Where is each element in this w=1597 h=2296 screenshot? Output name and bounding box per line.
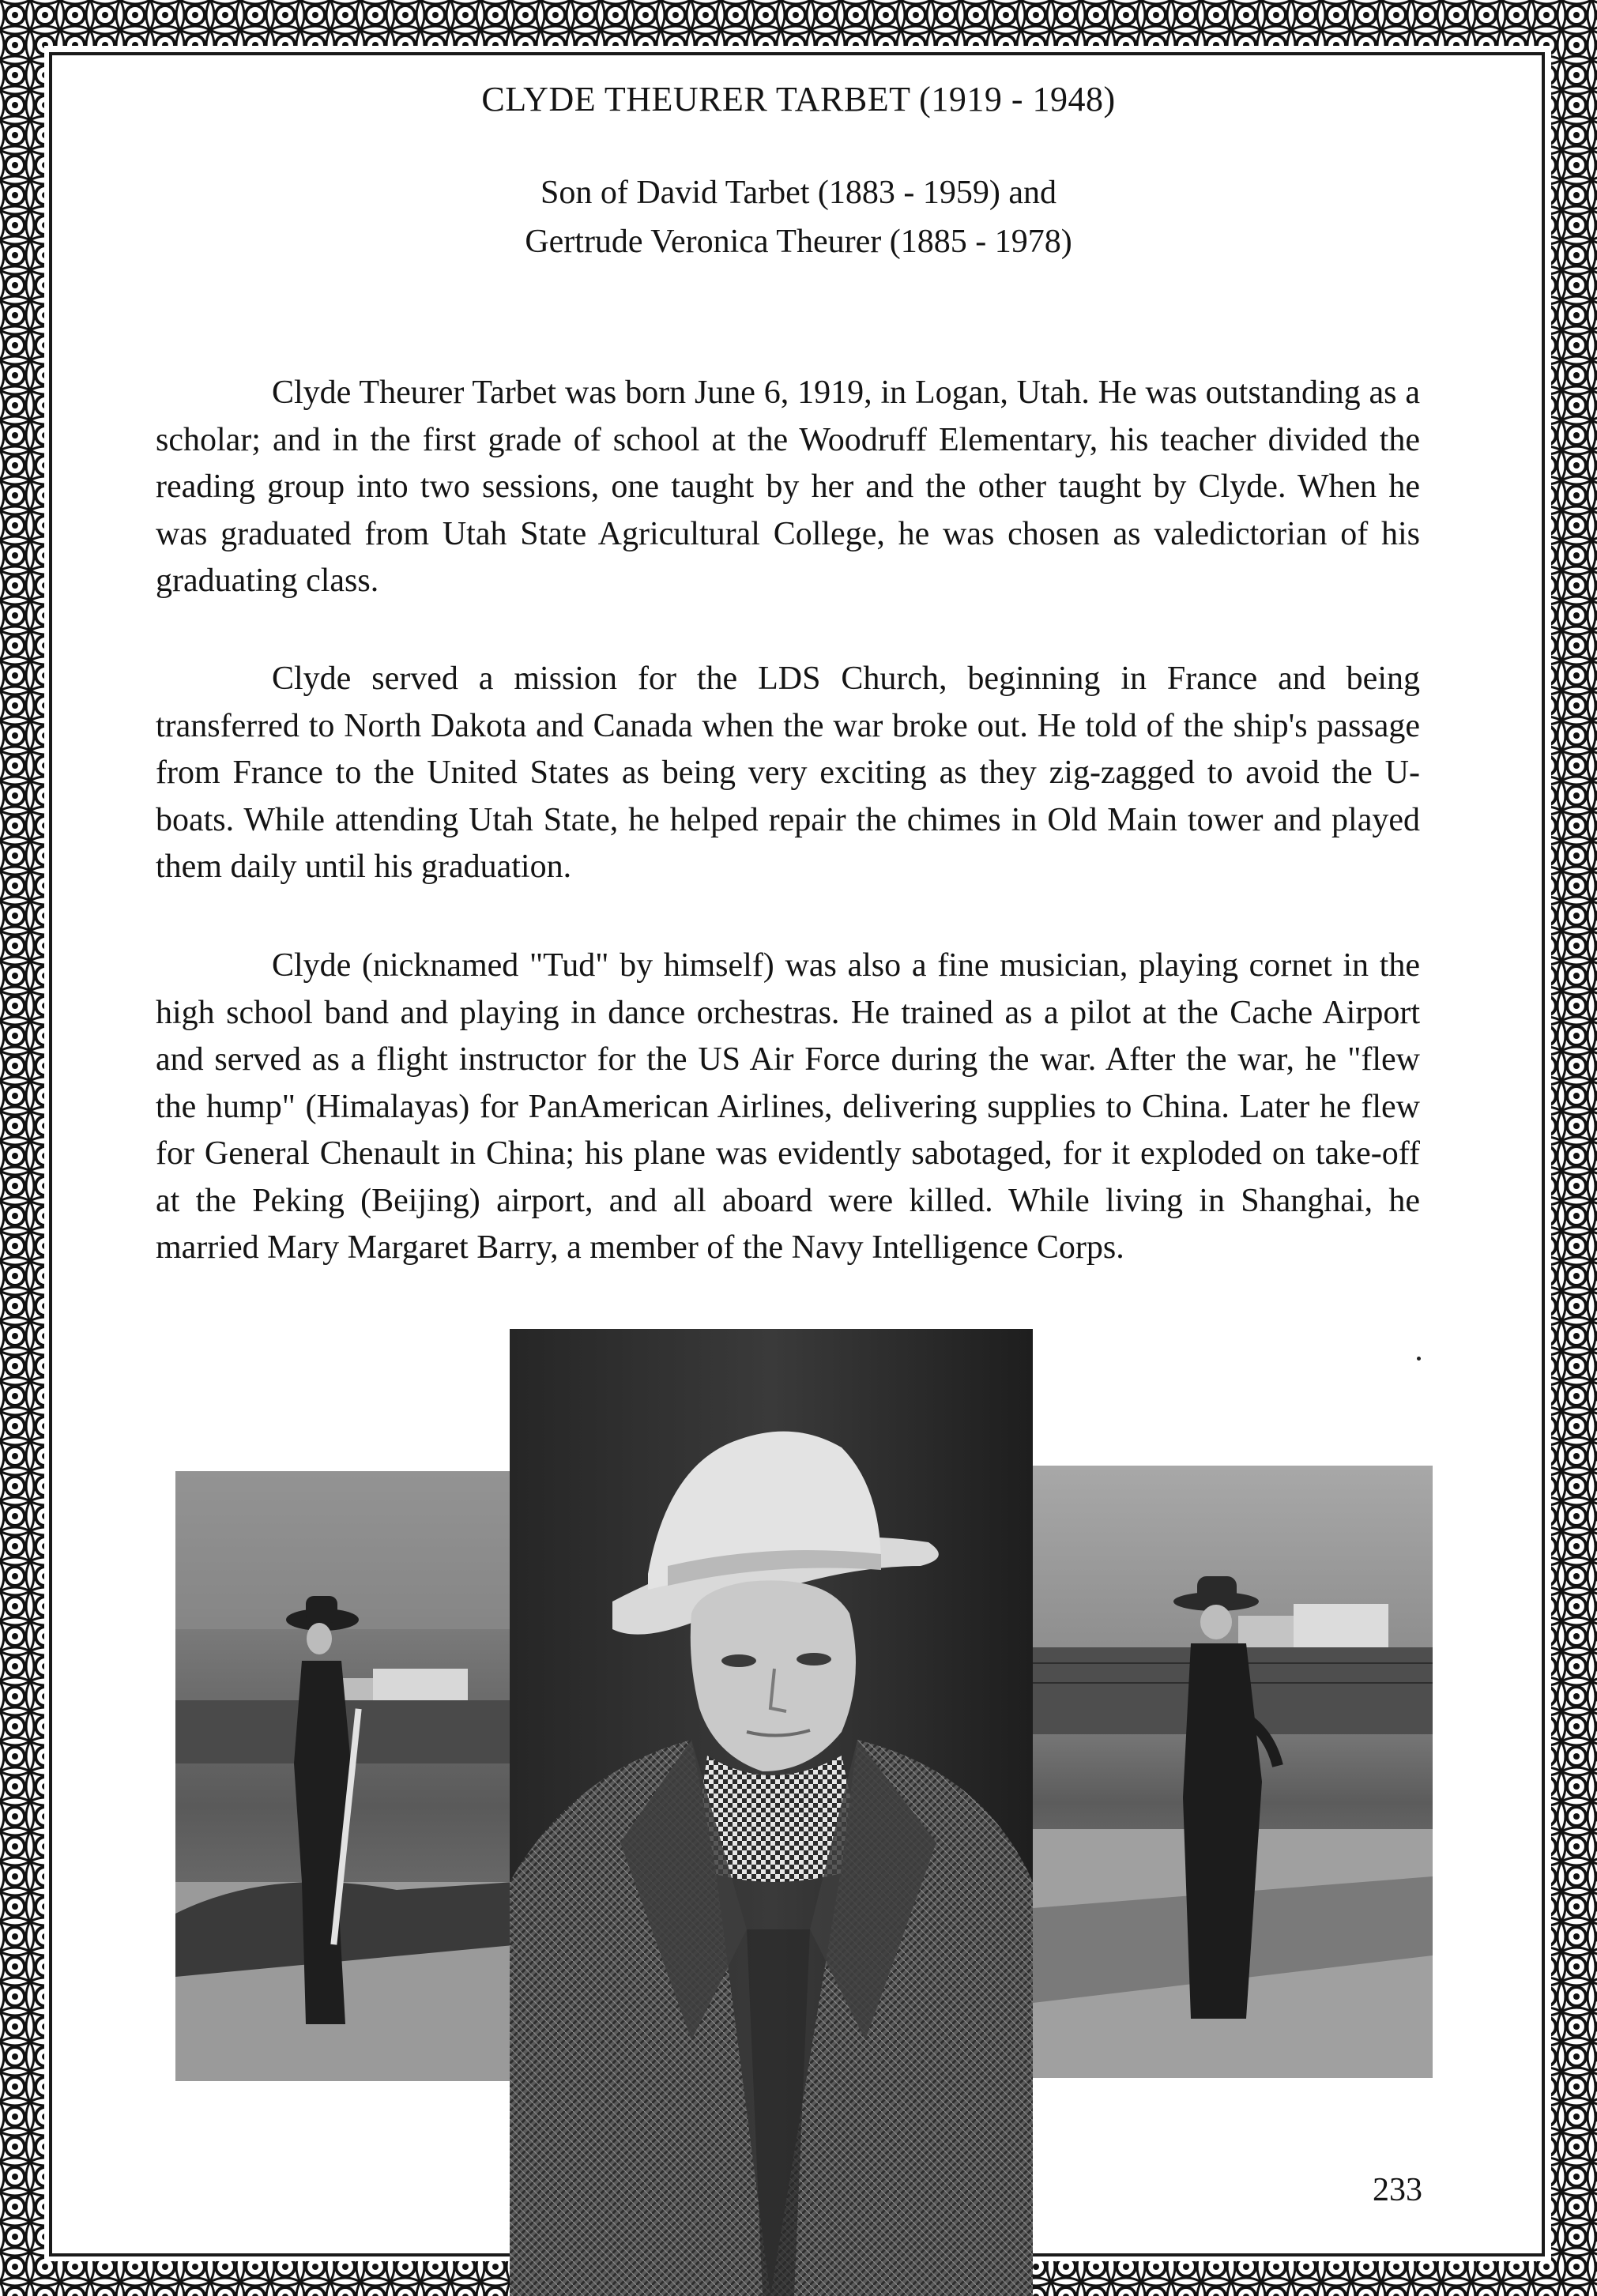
paragraph-3-text: Clyde (nicknamed "Tud" by himself) was also a fine musician, playing cornet in the high school band and playing in dance orchestras. He trained as a pilot at the Cache Airport and served as a flight instructor for the US Air Force during the war. After the war, he "flew the hump" (Himalayas) for PanAmerican Airlines, delivering supplies to China. Later he flew for General Chenault in China; his plane was evidently sabotaged, for it exploded on take-off at the Peking (Beijing) airport, and all aboard were killed. While living in Shanghai, he married Mary Margaret Barry, a member of the Navy Intelligence Corps. — [156, 947, 1420, 1266]
page-title: CLYDE THEURER TARBET (1919 - 1948) — [481, 80, 1116, 119]
paragraph-1-text: Clyde Theurer Tarbet was born June 6, 1919, in Logan, Utah. He was outstanding as a scholar; and in the first grade of school at the Woodruff Elementary, his teacher divided the reading group into two sessions, one taught by her and the other taught by Clyde. When he was graduated from Utah State Agricultural College, he was chosen as valedictorian of his graduating class. — [156, 375, 1420, 599]
paragraph-2 — [156, 656, 1420, 891]
photo-left-image — [175, 1471, 514, 2081]
photo-right-man — [1033, 1466, 1433, 2078]
parents-line-1: Son of David Tarbet (1883 - 1959) and — [540, 175, 1057, 211]
parents-line-2: Gertrude Veronica Theurer (1885 - 1978) — [525, 224, 1072, 260]
photo-right-image — [1033, 1466, 1433, 2078]
paragraph-3 — [156, 943, 1420, 1272]
photo-center-image — [510, 1329, 1033, 2296]
photo-left-woman — [175, 1471, 514, 2081]
paragraph-1 — [156, 370, 1420, 605]
print-speck — [1417, 1357, 1421, 1361]
paragraph-2-text: Clyde served a mission for the LDS Church, beginning in France and being transferred to North Dakota and Canada when the war broke out. He told of the ship's passage from France to the United States as being very exciting as they zig-zagged to avoid the U-boats. While attending Utah State, he helped repair the chimes in Old Main tower and played them daily until his graduation. — [156, 661, 1420, 885]
photo-center-portrait — [510, 1329, 1033, 2296]
page-number: 233 — [1373, 2172, 1422, 2208]
